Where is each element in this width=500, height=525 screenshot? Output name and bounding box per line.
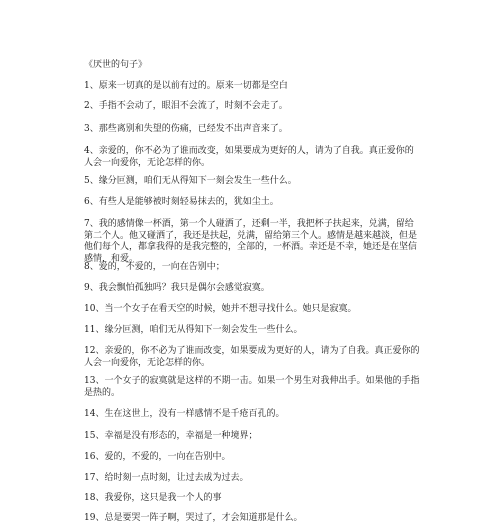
list-item: 10、当一个女子在看天空的时候，她并不想寻找什么。她只是寂寞。 — [84, 304, 357, 314]
list-item: 4、亲爱的，你不必为了谁而改变，如果要成为更好的人，请为了自我。真正爱你的人会一向爱你，无论怎样的你。 — [84, 146, 414, 168]
list-item: 15、幸福是没有形态的，幸福是一种境界； — [84, 431, 258, 441]
list-item: 2、手指不会动了，眼泪不会流了，时刻不会走了。 — [84, 101, 288, 111]
list-item: 18、我爱你，这只是我一个人的事 — [84, 493, 222, 503]
list-item: 5、缘分叵测，咱们无从得知下一刻会发生一些什么。 — [84, 176, 297, 186]
document-title: 《厌世的句子》 — [84, 60, 148, 70]
list-item: 7、我的感情像一杯酒，第一个人碰洒了，还剩一半，我把杯子扶起来，兑满，留给第二个人。他又碰洒了，我还是扶起，兑满，留给第三个人。感情是越来越淡，但是他们每个人，都拿我得的是我完整的，全部的，一杯酒。幸还是不幸，她还是在坚信感情，和爱。 — [84, 219, 418, 264]
list-item: 11、缘分叵测，咱们无从得知下一刻会发生一些什么。 — [84, 325, 303, 335]
list-item: 16、爱的，不爱的，一向在告别中。 — [84, 452, 231, 462]
list-item: 14、生在这世上，没有一样感情不是千疮百孔的。 — [84, 409, 285, 419]
list-item: 1、原来一切真的是以前有过的。原来一切都是空白 — [84, 81, 288, 91]
list-item: 12、亲爱的，你不必为了谁而改变，如果要成为更好的人，请为了自我。真正爱你的人会一向爱你，无论怎样的你。 — [84, 346, 420, 368]
list-item: 9、我会飘怕孤独吗？我只是偶尔会感觉寂寞。 — [84, 283, 270, 293]
list-item: 3、那些离别和失望的伤痛，已经发不出声音来了。 — [84, 124, 288, 134]
list-item: 13、一个女子的寂寞就是这样的不期一击。如果一个男生对我伸出手。如果他的手指是热的。 — [84, 376, 420, 398]
list-item: 19、总是要哭一阵子啊，哭过了，才会知道那是什么。 — [84, 513, 303, 523]
list-item: 6、有些人是能够被时刻轻易抹去的，犹如尘土。 — [84, 197, 279, 207]
list-item: 8、爱的，不爱的，一向在告别中； — [84, 262, 225, 272]
list-item: 17、给时刻一点时刻，让过去成为过去。 — [84, 473, 249, 483]
